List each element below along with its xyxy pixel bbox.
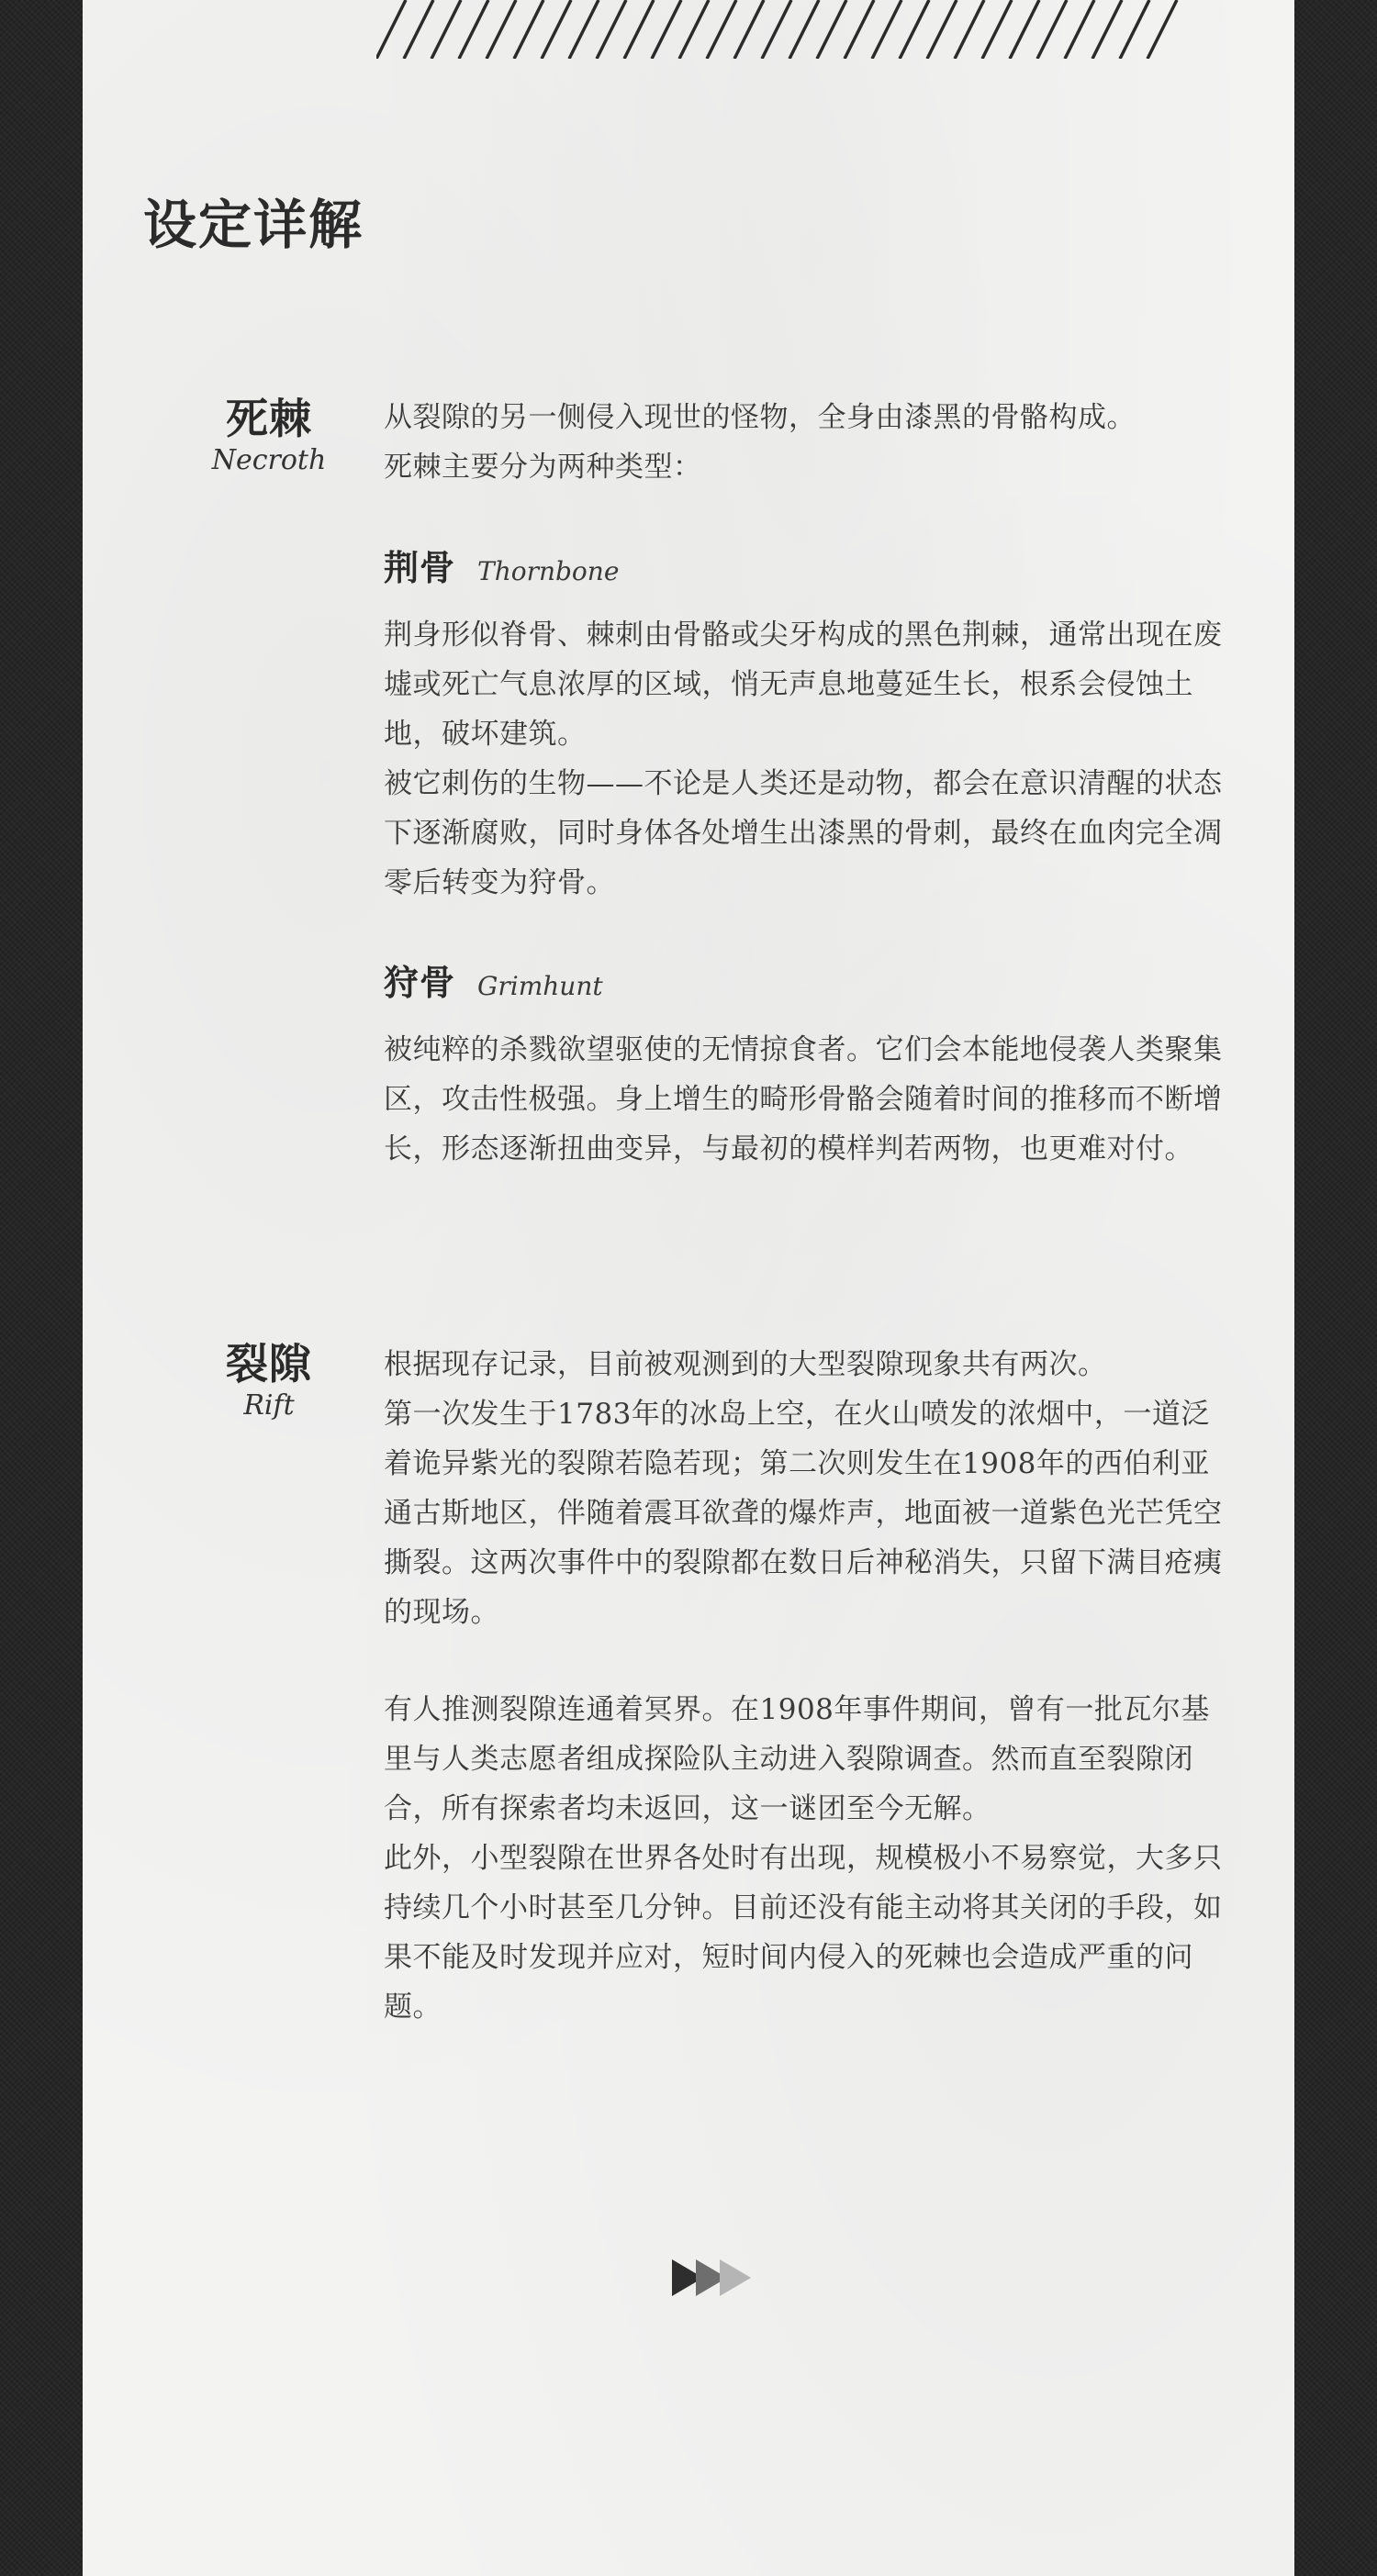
subtype-grimhunt-cn: 狩骨 <box>384 962 456 1003</box>
rift-paragraph: 有人推测裂隙连通着冥界。在1908年事件期间，曾有一批瓦尔基里与人类志愿者组成探险队主动进入裂隙调查。然而直至裂隙闭合，所有探索者均未返回，这一谜团至今无解。 <box>384 1693 1210 1825</box>
term-necroth-en: Necroth <box>211 443 327 476</box>
grimhunt-paragraph: 被纯粹的杀戮欲望驱使的无情掠食者。它们会本能地侵袭人类聚集区，攻击性极强。身上增生的畸形骨骼会随着时间的推移而不断增长，形态逐渐扭曲变异，与最初的模样判若两物，也更难对付。 <box>384 1033 1223 1165</box>
subtype-thornbone-cn: 荆骨 <box>384 547 456 588</box>
term-necroth <box>200 395 338 475</box>
rift-description-part-2 <box>384 1685 1228 2032</box>
diagonal-stripes-decoration <box>376 0 1203 59</box>
rift-paragraph: 根据现存记录，目前被观测到的大型裂隙现象共有两次。 <box>384 1348 1107 1381</box>
necroth-intro-line-2: 死棘主要分为两种类型： <box>384 451 702 484</box>
page-title: 设定详解 <box>143 194 364 256</box>
frame-left <box>0 0 83 2576</box>
term-rift <box>200 1340 338 1421</box>
subtype-grimhunt-en: Grimhunt <box>477 971 603 1001</box>
subtype-grimhunt-heading <box>384 954 603 1005</box>
rift-paragraph: 第一次发生于1783年的冰岛上空，在火山喷发的浓烟中，一道泛着诡异紫光的裂隙若隐若现；第二次则发生在1908年的西伯利亚通古斯地区，伴随着震耳欲聋的爆炸声，地面被一道紫色光芒凭空撕裂。这两次事件中的裂隙都在数日后神秘消失，只留下满目疮痍的现场。 <box>384 1398 1223 1629</box>
necroth-intro-line-1: 从裂隙的另一侧侵入现世的怪物，全身由漆黑的骨骼构成。 <box>384 401 1136 434</box>
subtype-thornbone-heading <box>384 540 619 590</box>
term-rift-en: Rift <box>243 1388 295 1422</box>
rift-description-part-1 <box>384 1340 1228 1637</box>
frame-right <box>1294 0 1377 2576</box>
thornbone-paragraph: 被它刺伤的生物——不论是人类还是动物，都会在意识清醒的状态下逐渐腐败，同时身体各处增生出漆黑的骨刺，最终在血肉完全凋零后转变为狩骨。 <box>384 767 1223 899</box>
rift-paragraph: 此外，小型裂隙在世界各处时有出现，规模极小不易察觉，大多只持续几个小时甚至几分钟。目前还没有能主动将其关闭的手段，如果不能及时发现并应对，短时间内侵入的死棘也会造成严重的问题。 <box>384 1842 1223 2024</box>
thornbone-description <box>384 610 1228 908</box>
paper-page <box>83 0 1294 2576</box>
next-arrows-icon[interactable] <box>672 2258 764 2298</box>
grimhunt-description <box>384 1025 1228 1174</box>
term-necroth-cn: 死棘 <box>226 394 312 443</box>
thornbone-paragraph: 荆身形似脊骨、棘刺由骨骼或尖牙构成的黑色荆棘，通常出现在废墟或死亡气息浓厚的区域，悄无声息地蔓延生长，根系会侵蚀土地，破坏建筑。 <box>384 619 1223 751</box>
term-rift-cn: 裂隙 <box>226 1339 312 1388</box>
necroth-intro <box>384 393 1228 492</box>
subtype-thornbone-en: Thornbone <box>477 556 620 586</box>
